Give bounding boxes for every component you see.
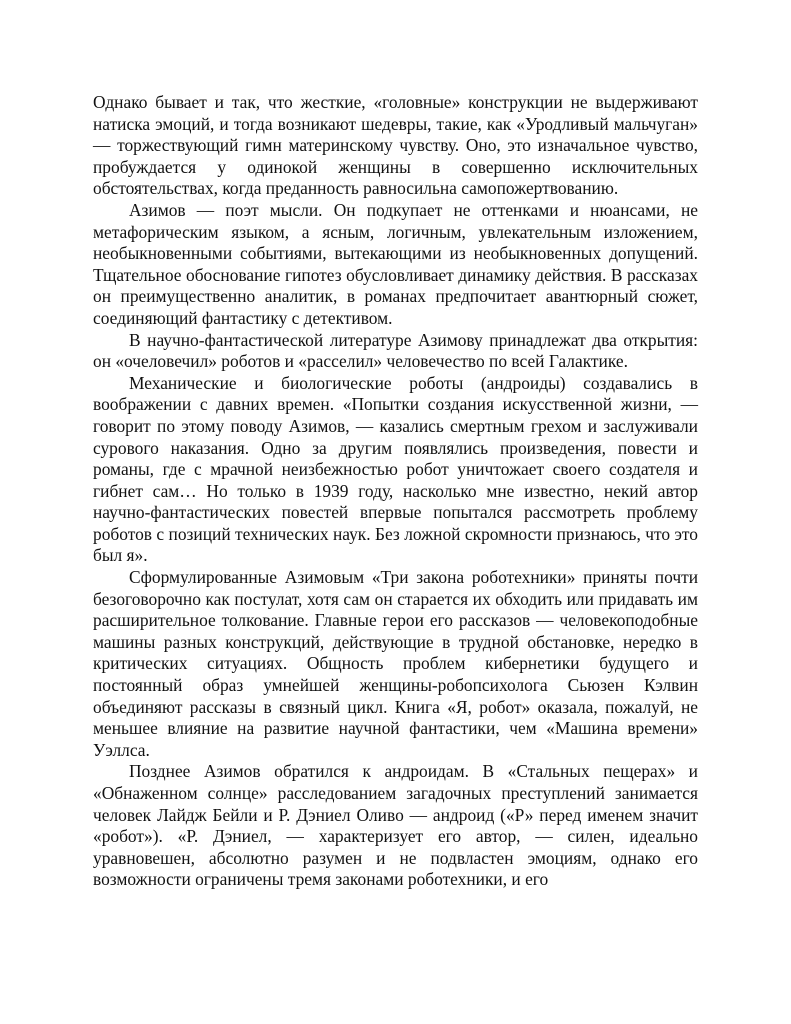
paragraph-2: Азимов — поэт мысли. Он подкупает не оттенками и нюансами, не метафорическим языком, а ясным, логичным, увлекательным изложением, необыкновенными событиями, вытекающими из необыкновенных допущений. Тщательное обоснование гипотез обусловливает динамику действия. В рассказах он преимущественно аналитик, в романах предпочитает авантюрный сюжет, соединяющий фантастику с детективом. <box>93 199 698 328</box>
body-text <box>93 92 698 891</box>
paragraph-4: Механические и биологические роботы (андроиды) создавались в воображении с давних времен. «Попытки создания искусственной жизни, — говорит по этому поводу Азимов, — казались смертным грехом и заслуживали сурового наказания. Одно за другим появлялись произведения, повести и романы, где с мрачной неизбежностью робот уничтожает своего создателя и гибнет сам… Но только в 1939 году, насколько мне известно, некий автор научно-фантастических повестей впервые попытался рассмотреть проблему роботов с позиций технических наук. Без ложной скромности признаюсь, что это был я». <box>93 372 698 566</box>
paragraph-6: Позднее Азимов обратился к андроидам. В «Стальных пещерах» и «Обнаженном солнце» расследованием загадочных преступлений занимается человек Лайдж Бейли и Р. Дэниел Оливо — андроид («Р» перед именем значит «робот»). «Р. Дэниел, — характеризует его автор, — силен, идеально уравновешен, абсолютно разумен и не подвластен эмоциям, однако его возможности ограничены тремя законами роботехники, и его <box>93 761 698 890</box>
paragraph-3: В научно-фантастической литературе Азимову принадлежат два открытия: он «очеловечил» роботов и «расселил» человечество по всей Галактике. <box>93 329 698 372</box>
paragraph-5: Сформулированные Азимовым «Три закона роботехники» приняты почти безоговорочно как постулат, хотя сам он старается их обходить или придавать им расширительное толкование. Главные герои его рассказов — человекоподобные машины разных конструкций, действующие в трудной обстановке, нередко в критических ситуациях. Общность проблем кибернетики будущего и постоянный образ умнейшей женщины-робопсихолога Сьюзен Кэлвин объединяют рассказы в связный цикл. Книга «Я, робот» оказала, пожалуй, не меньшее влияние на развитие научной фантастики, чем «Машина времени» Уэллса. <box>93 567 698 760</box>
paragraph-1: Однако бывает и так, что жесткие, «головные» конструкции не выдерживают натиска эмоций, и тогда возникают шедевры, такие, как «Уродливый мальчуган» — торжествующий гимн материнскому чувству. Оно, это изначальное чувство, пробуждается у одинокой женщины в совершенно исключительных обстоятельствах, когда преданность равносильна самопожертвованию. <box>93 92 698 199</box>
